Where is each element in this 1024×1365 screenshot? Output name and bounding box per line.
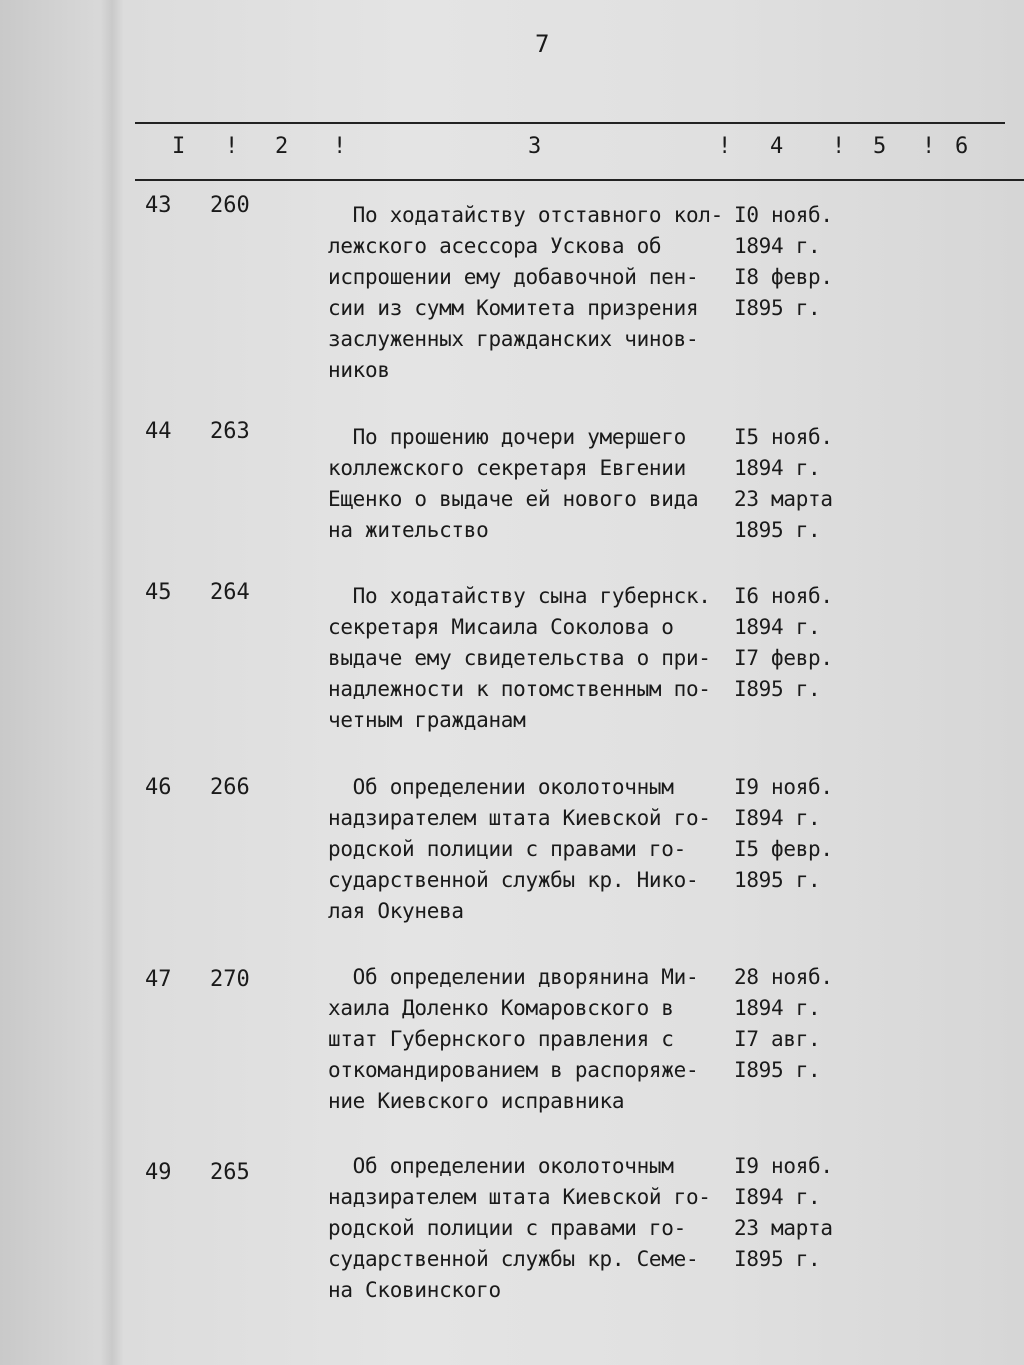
entry-text-line: сударственной службы кр. Нико-	[328, 868, 699, 892]
entry-text-line: Об определении околоточным	[328, 1154, 674, 1178]
file-number: 265	[210, 1160, 250, 1185]
entry-date-line: 23 марта	[734, 1216, 833, 1240]
entry-date-line: I895 г.	[734, 296, 821, 320]
entry-text-line: четным гражданам	[328, 708, 526, 732]
file-number: 266	[210, 775, 250, 800]
entry-text-line: испрошении ему добавочной пен-	[328, 265, 699, 289]
entry-date-line: I8 февр.	[734, 265, 833, 289]
entry-date-line: I6 нояб.	[734, 584, 833, 608]
entry-date-line: I7 авг.	[734, 1027, 821, 1051]
header-col-6: 6	[955, 134, 969, 159]
entry-text-line: родской полиции с правами го-	[328, 837, 686, 861]
header-rule-bottom	[135, 179, 1024, 181]
entry-text-line: лежского асессора Ускова об	[328, 234, 662, 258]
entry-text-line: По ходатайству отставного кол-	[328, 203, 723, 227]
entry-text-line: надзирателем штата Киевской го-	[328, 1185, 711, 1209]
header-separator: !	[333, 134, 347, 159]
header-col-3: 3	[528, 134, 542, 159]
entry-text-line: на Сковинского	[328, 1278, 501, 1302]
entry-text-line: хаила Доленко Комаровского в	[328, 996, 674, 1020]
header-col-1: I	[172, 134, 186, 159]
entry-date-line: 28 нояб.	[734, 965, 833, 989]
header-col-2: 2	[275, 134, 289, 159]
entry-text-line: на жительство	[328, 518, 489, 542]
header-col-5: 5	[873, 134, 887, 159]
entry-text-line: Ещенко о выдаче ей нового вида	[328, 487, 699, 511]
header-rule-top	[135, 122, 1005, 124]
entry-text-line: родской полиции с правами го-	[328, 1216, 686, 1240]
entry-text-line: ников	[328, 358, 390, 382]
entry-number: 46	[145, 775, 172, 800]
entry-number: 43	[145, 193, 172, 218]
entry-text-line: выдаче ему свидетельства о при-	[328, 646, 711, 670]
entry-number: 47	[145, 967, 172, 992]
entry-text-line: По прошению дочери умершего	[328, 425, 686, 449]
entry-date-line: 1894 г.	[734, 234, 821, 258]
entry-text-line: штат Губернского правления с	[328, 1027, 674, 1051]
entry-date-line: 1894 г.	[734, 996, 821, 1020]
entry-date-line: I895 г.	[734, 677, 821, 701]
entry-text-line: откомандированием в распоряже-	[328, 1058, 699, 1082]
entry-text-line: Об определении дворянина Ми-	[328, 965, 699, 989]
header-separator: !	[225, 134, 239, 159]
entry-text-line: сии из сумм Комитета призрения	[328, 296, 699, 320]
entry-text-line: сударственной службы кр. Семе-	[328, 1247, 699, 1271]
entry-text-line: коллежского секретаря Евгении	[328, 456, 686, 480]
entry-text-line: лая Окунева	[328, 899, 464, 923]
entry-date-line: 1895 г.	[734, 518, 821, 542]
header-col-4: 4	[770, 134, 784, 159]
entry-date-line: I9 нояб.	[734, 775, 833, 799]
file-number: 260	[210, 193, 250, 218]
entry-date-line: I9 нояб.	[734, 1154, 833, 1178]
entry-text-line: заслуженных гражданских чинов-	[328, 327, 699, 351]
entry-date-line: I7 февр.	[734, 646, 833, 670]
entry-date-line: I0 нояб.	[734, 203, 833, 227]
entry-date-line: I894 г.	[734, 1185, 821, 1209]
entry-text-line: По ходатайству сына губернск.	[328, 584, 711, 608]
entry-date-line: I894 г.	[734, 806, 821, 830]
entry-date-line: I895 г.	[734, 1247, 821, 1271]
entry-text-line: ние Киевского исправника	[328, 1089, 625, 1113]
entry-text-line: надзирателем штата Киевской го-	[328, 806, 711, 830]
header-separator: !	[718, 134, 732, 159]
entry-number: 44	[145, 419, 172, 444]
entry-text-line: секретаря Мисаила Соколова о	[328, 615, 674, 639]
file-number: 264	[210, 580, 250, 605]
entry-date-line: 1895 г.	[734, 868, 821, 892]
entry-date-line: 1894 г.	[734, 456, 821, 480]
header-separator: !	[922, 134, 936, 159]
binding-shadow	[100, 0, 124, 1365]
entry-date-line: 23 марта	[734, 487, 833, 511]
entry-number: 45	[145, 580, 172, 605]
entry-date-line: I5 февр.	[734, 837, 833, 861]
file-number: 263	[210, 419, 250, 444]
entry-number: 49	[145, 1160, 172, 1185]
file-number: 270	[210, 967, 250, 992]
page-number: 7	[535, 30, 550, 58]
header-separator: !	[832, 134, 846, 159]
entry-text-line: надлежности к потомственным по-	[328, 677, 711, 701]
entry-date-line: I5 нояб.	[734, 425, 833, 449]
entry-date-line: I895 г.	[734, 1058, 821, 1082]
entry-date-line: 1894 г.	[734, 615, 821, 639]
entry-text-line: Об определении околоточным	[328, 775, 674, 799]
